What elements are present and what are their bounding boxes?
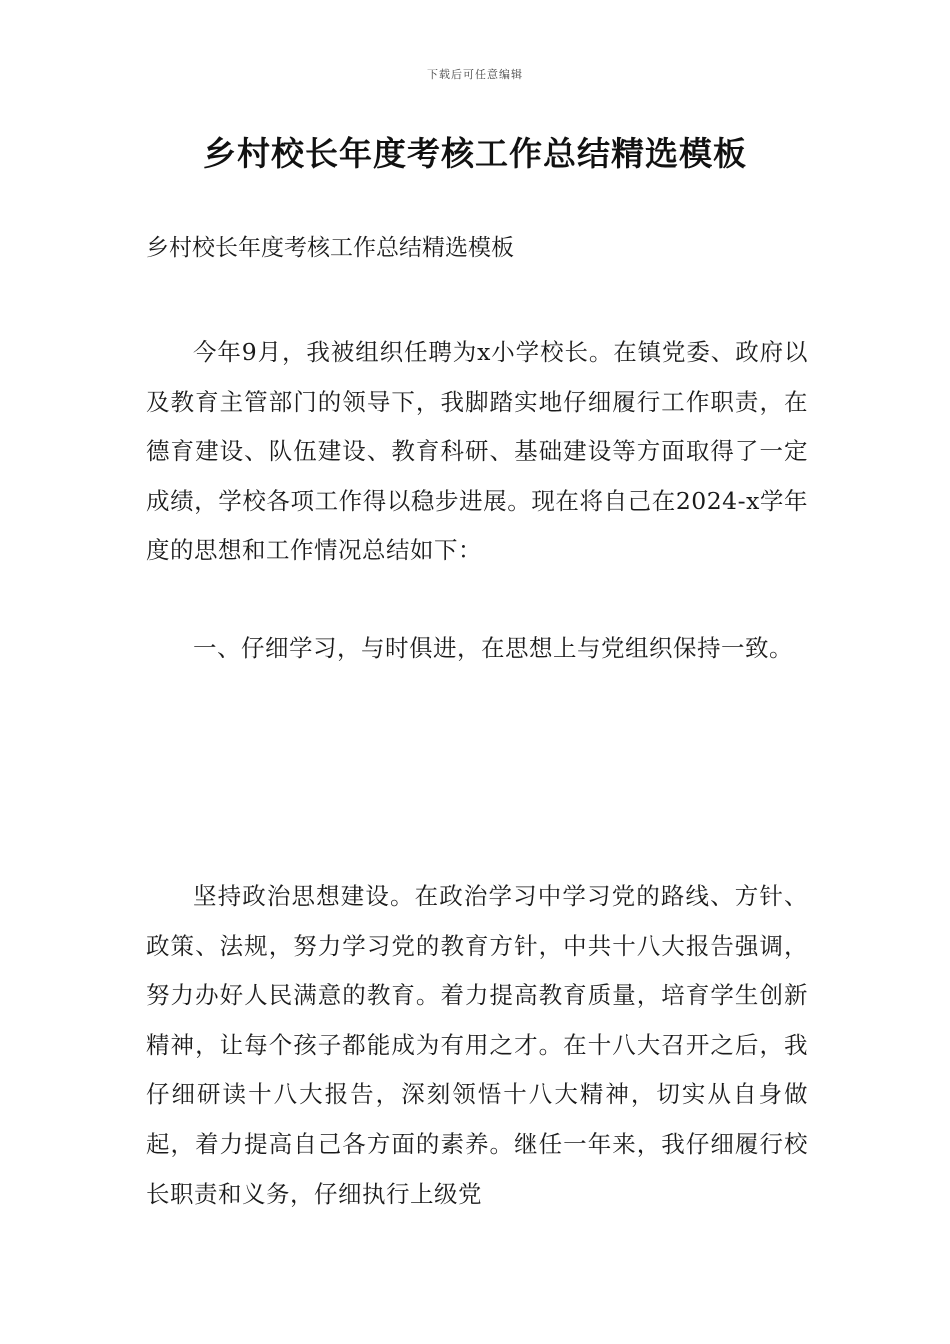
document-subtitle: 乡村校长年度考核工作总结精选模板 [146,235,514,261]
paragraph-intro: 今年9月，我被组织任聘为x小学校长。在镇党委、政府以及教育主管部门的领导下，我脚踏实地仔细履行工作职责，在德育建设、队伍建设、教育科研、基础建设等方面取得了一定成绩，学校各项工作得以稳步进展。现在将自己在2024-x学年度的思想和工作情况总结如下： [146,338,808,565]
document-title: 乡村校长年度考核工作总结精选模板 [203,134,747,173]
paragraph-section-heading: 一、仔细学习，与时俱进，在思想上与党组织保持一致。 [193,634,793,662]
paragraph-political-study: 坚持政治思想建设。在政治学习中学习党的路线、方针、政策、法规，努力学习党的教育方针，中共十八大报告强调，努力办好人民满意的教育。着力提高教育质量，培育学生创新精神，让每个孩子都能成为有用之才。在十八大召开之后，我仔细研读十八大报告，深刻领悟十八大精神，切实从自身做起，着力提高自己各方面的素养。继任一年来，我仔细履行校长职责和义务，仔细执行上级党 [146,882,808,1208]
header-note: 下载后可任意编辑 [427,68,523,81]
